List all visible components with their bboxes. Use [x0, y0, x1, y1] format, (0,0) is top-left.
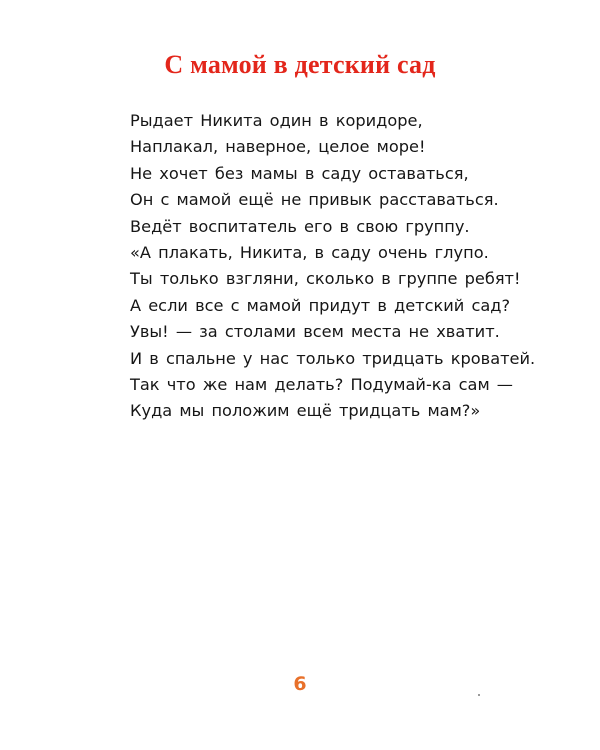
poem-line: Наплакал, наверное, целое море! [130, 137, 426, 157]
poem-body [130, 108, 570, 425]
poem-title: С мамой в детский сад [164, 50, 436, 79]
poem-line: «А плакать, Никита, в саду очень глупо. [130, 243, 489, 263]
poem-line: Ты только взгляни, сколько в группе ребят! [130, 269, 521, 289]
poem-line: Рыдает Никита один в коридоре, [130, 111, 423, 130]
scan-speck [478, 694, 480, 696]
poem-line: Не хочет без мамы в саду оставаться, [130, 163, 469, 183]
poem-line: Ведёт воспитатель его в свою группу. [130, 216, 470, 236]
poem-line: Так что же нам делать? Подумай-ка сам — [130, 375, 513, 395]
poem-line: И в спальне у нас только тридцать кроватей. [130, 348, 536, 368]
poem-line: Увы! — за столами всем места не хватит. [130, 322, 500, 342]
poem-line: Он с мамой ещё не привык расставаться. [130, 190, 499, 210]
page-number: 6 [293, 673, 307, 695]
poem-line: Куда мы положим ещё тридцать мам?» [130, 401, 481, 421]
poem-line: А если все с мамой придут в детский сад? [130, 295, 511, 315]
